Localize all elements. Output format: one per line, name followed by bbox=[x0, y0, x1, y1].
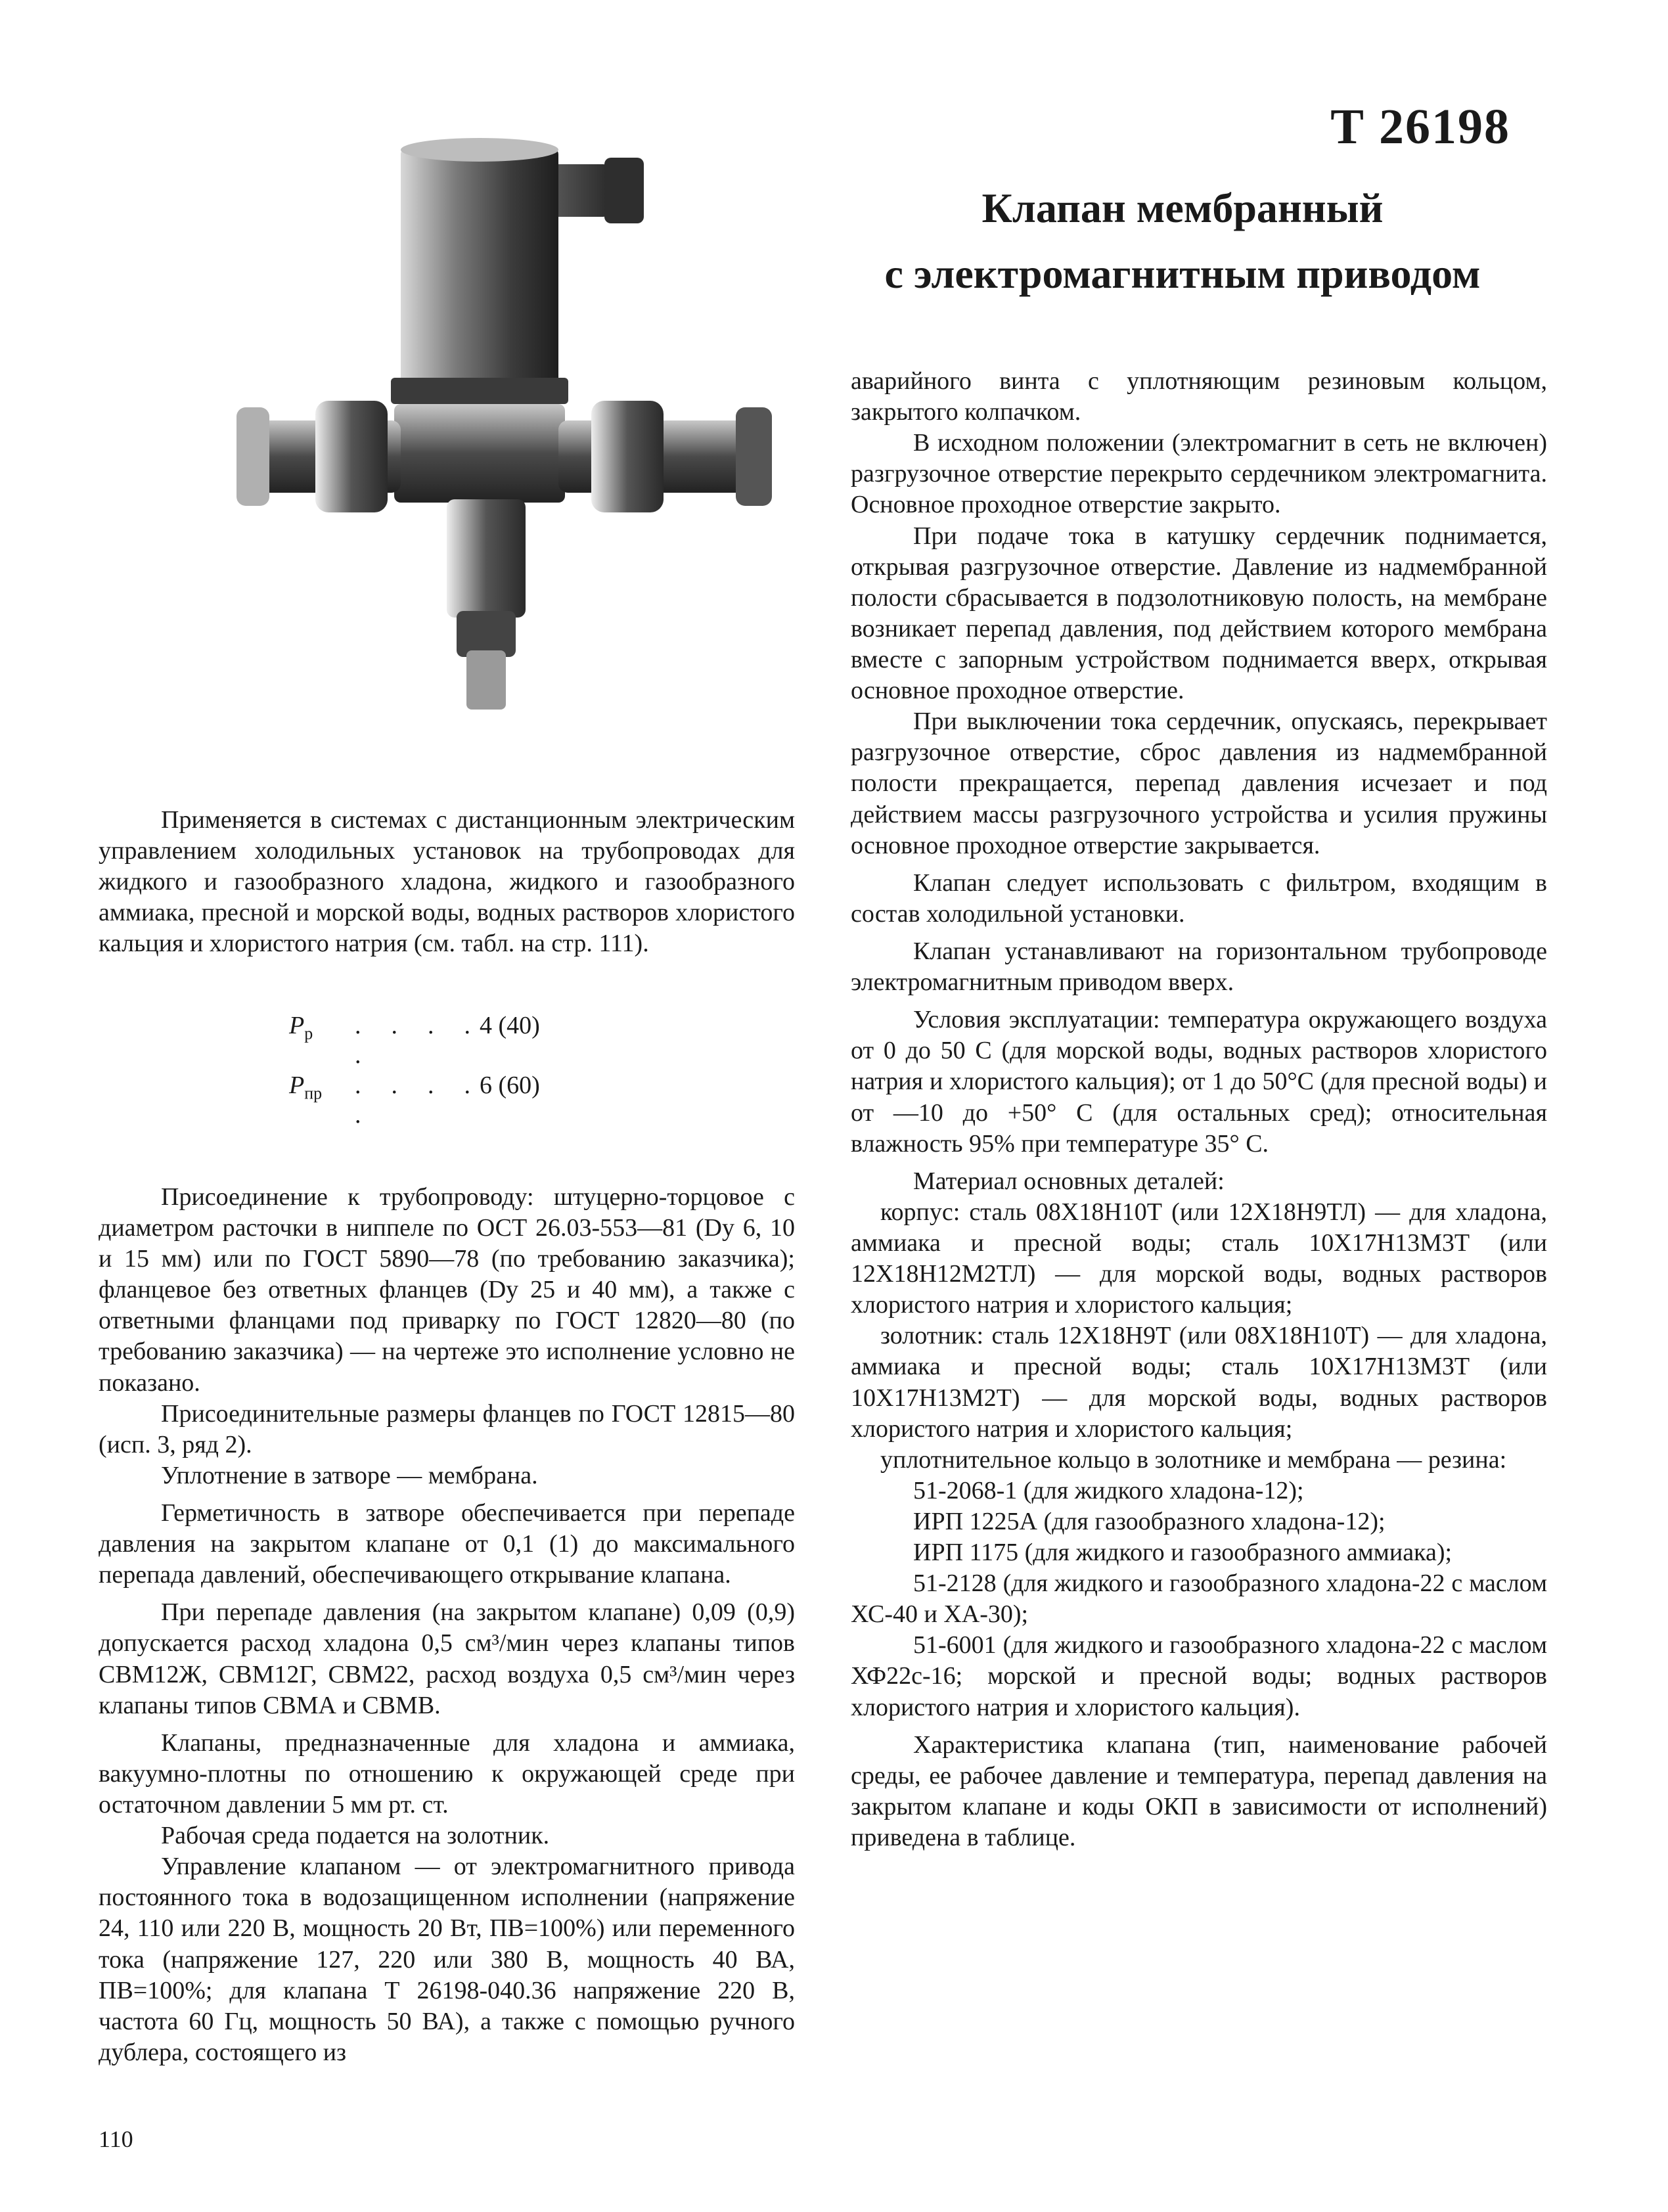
paragraph-installation: Клапан устанавливают на горизонтальном трубопроводе электромагнитным приводом вверх. bbox=[851, 937, 1547, 997]
pressure-row-test bbox=[289, 1071, 795, 1131]
paragraph-characteristics: Характеристика клапана (тип, наименование рабочей среды, ее рабочее давление и температура, перепад давления на закрытом клапане и коды ОКП в зависимости от исполнений) приведена в таблице. bbox=[851, 1730, 1547, 1852]
pressure-value: 6 (60) bbox=[480, 1071, 540, 1099]
paragraph-ring-material: уплотнительное кольцо в золотнике и мембрана — резина: bbox=[880, 1445, 1507, 1474]
paragraph-application: Применяется в системах с дистанционным электрическим управлением холодильных установок на трубопроводах для жидкого и газообразного хладона, жидкого и газообразного аммиака, пресной и морской воды, водных растворов хлористого кальция и хлористого натрия (см. табл. на стр. 111). bbox=[99, 806, 795, 958]
rubber-item: ИРП 1225А (для газообразного хладона-12); bbox=[913, 1507, 1386, 1535]
paragraph-materials: Материал основных деталей: bbox=[913, 1167, 1225, 1195]
left-column bbox=[99, 805, 795, 2068]
page-number: 110 bbox=[99, 2126, 133, 2152]
paragraph-body-material: корпус: сталь 08Х18Н10Т (или 12Х18Н9ТЛ) — для хладона, аммиака и пресной воды; сталь 10Х17Н13М3Т (или 12Х18Н12М2ТЛ) — для морской воды, водных растворов хлористого натрия и хлористого кальция; bbox=[851, 1198, 1547, 1319]
leader-dots: . . . . . bbox=[355, 1071, 480, 1129]
pressure-row-working bbox=[289, 1011, 795, 1071]
paragraph-closing: При выключении тока сердечник, опускаясь, перекрывает разгрузочное отверстие, сброс давления из надмембранной полости прекращается, перепад давления исчезает и под действием массы разгрузочного устройства и усилия пружины основное проходное отверстие закрывается. bbox=[851, 708, 1547, 859]
right-column bbox=[851, 366, 1547, 1853]
paragraph-control: Управление клапаном — от электромагнитного привода постоянного тока в водозащищенном исполнении (напряжение 24, 110 или 220 В, мощность 20 Вт, ПВ=100%) или переменного тока (напряжение 127, 220 или 380 В, мощность 40 ВА, ПВ=100%; для клапана Т 26198-040.36 напряжение 220 В, частота 60 Гц, мощность 50 ВА), а также с помощью ручного дублера, состоящего из bbox=[99, 1853, 795, 2066]
paragraph-spool-material: золотник: сталь 12Х18Н9Т (или 08Х18Н10Т) — для хладона, аммиака и пресной воды; сталь 10Х17Н13М3Т (или 10Х17Н13М2Т) — для морской воды, водных растворов хлористого натрия и хлористого кальция; bbox=[851, 1322, 1547, 1443]
paragraph-tightness: Герметичность в затворе обеспечивается при перепаде давления на закрытом клапане от 0,1 (1) до максимального перепада давлений, обеспечивающего открывание клапана. bbox=[99, 1499, 795, 1589]
paragraph-vacuum: Клапаны, предназначенные для хладона и аммиака, вакуумно-плотны по отношению к окружающей среде при остаточном давлении 5 мм рт. ст. bbox=[99, 1728, 795, 1818]
paragraph-opening: При подаче тока в катушку сердечник поднимается, открывая разгрузочное отверстие. Давление из надмембранной полости сбрасывается в подзолотниковую полость, на мембране возникает перепад давления, под действием которого мембрана вместе с запорным устройством поднимается вверх, открывая основное проходное отверстие. bbox=[851, 522, 1547, 705]
rubber-item: 51-6001 (для жидкого и газообразного хладона-22 с маслом ХФ22с-16; морской и пресной воды; водных растворов хлористого натрия и хлористого кальция). bbox=[851, 1631, 1547, 1721]
pressure-symbol: $P_{пр}$ bbox=[289, 1071, 323, 1103]
pressure-list bbox=[289, 1011, 795, 1131]
paragraph-seal: Уплотнение в затворе — мембрана. bbox=[161, 1461, 538, 1489]
valve-photo bbox=[237, 125, 775, 716]
paragraph-manual-screw: аварийного винта с уплотняющим резиновым кольцом, закрытого колпачком. bbox=[851, 367, 1547, 426]
paragraph-operating-conditions: Условия эксплуатации: температура окружающего воздуха от 0 до 50 С (для морской воды, водных растворов хлористого натрия и хлористого кальция); от 1 до 50°С (для пресной воды) и от —10 до +50° С (для остальных сред); относительная влажность 95% при температуре 35° С. bbox=[851, 1006, 1547, 1158]
paragraph-leakage: При перепаде давления (на закрытом клапане) 0,09 (0,9) допускается расход хладона 0,5 см³/мин через клапаны типов СВМ12Ж, СВМ12Г, СВМ22, расход воздуха 0,5 см³/мин через клапаны типов СВМА и СВМВ. bbox=[99, 1598, 795, 1719]
paragraph-medium: Рабочая среда подается на золотник. bbox=[161, 1822, 550, 1850]
rubber-item: 51-2128 (для жидкого и газообразного хладона-22 с маслом ХС-40 и ХА-30); bbox=[851, 1569, 1547, 1629]
rubber-item: ИРП 1175 (для жидкого и газообразного аммиака); bbox=[913, 1539, 1453, 1567]
rubber-item: 51-2068-1 (для жидкого хладона-12); bbox=[913, 1476, 1304, 1504]
page-title-line1: Клапан мембранный bbox=[981, 185, 1384, 231]
paragraph-filter: Клапан следует использовать с фильтром, входящим в состав холодильной установки. bbox=[851, 869, 1547, 928]
paragraph-initial-state: В исходном положении (электромагнит в сеть не включен) разгрузочное отверстие перекрыто сердечником электромагнита. Основное проходное отверстие закрыто. bbox=[851, 429, 1547, 519]
pressure-symbol: $P_р$ bbox=[289, 1011, 313, 1043]
pressure-value: 4 (40) bbox=[480, 1011, 540, 1039]
paragraph-connection: Присоединение к трубопроводу: штуцерно-торцовое с диаметром расточки в ниппеле по ОСТ 26.03-553—81 (Dу 6, 10 и 15 мм) или по ГОСТ 5890—78 (по требованию заказчика); фланцевое без ответных фланцев (Dу 25 и 40 мм), а также с ответными фланцами под приварку по ГОСТ 12820—80 (по требованию заказчика) — на чертеже это исполнение условно не показано. bbox=[99, 1183, 795, 1397]
page-title-line2: с электромагнитным приводом bbox=[884, 250, 1481, 297]
document-code: Т 26198 bbox=[1330, 99, 1510, 154]
leader-dots: . . . . . bbox=[355, 1011, 480, 1070]
paragraph-flange-dims: Присоединительные размеры фланцев по ГОСТ 12815—80 (исп. 3, ряд 2). bbox=[99, 1399, 795, 1458]
